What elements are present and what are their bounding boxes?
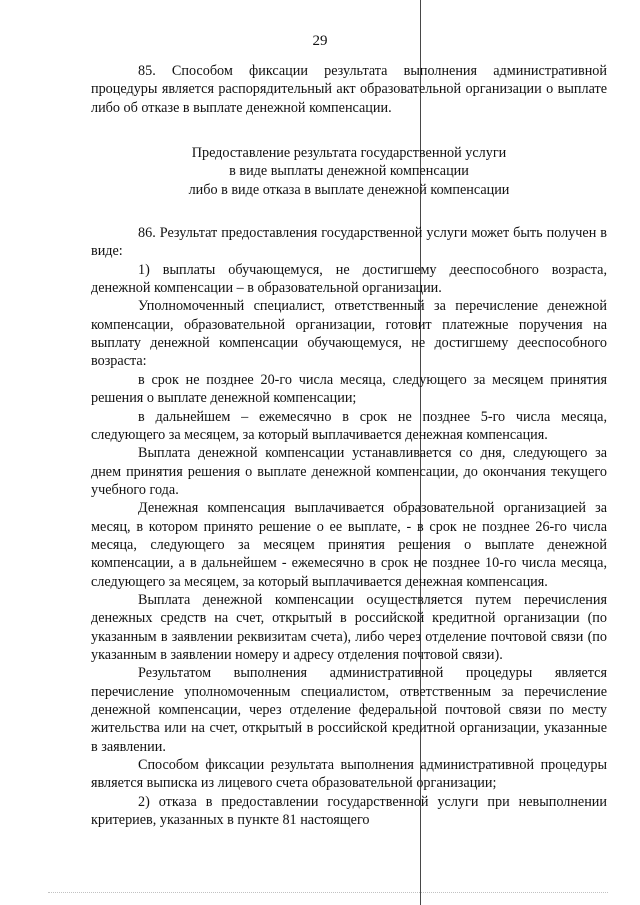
paragraph-payment-method: Выплата денежной компенсации осуществляется путем перечисления денежных средств на счет, открытый в российской кредитной организации (по указанным в заявлении реквизитам счета), либо через отделение почтовой связи (по указанным в заявлении номеру и адресу отделения почтовой связи). bbox=[91, 591, 607, 663]
section-heading bbox=[91, 144, 607, 199]
paragraph-deadline-20th: в срок не позднее 20-го числа месяца, следующего за месяцем принятия решения о выплате денежной компенсации; bbox=[91, 371, 607, 407]
paragraph-86: 86. Результат предоставления государственной услуги может быть получен в виде: bbox=[91, 225, 607, 260]
paragraph-specialist-prepares: Уполномоченный специалист, ответственный за перечисление денежной компенсации, образовательной организации, готовит платежные поручения на выплату денежной компенсации обучающемуся, не достигшему дееспособного возраста: bbox=[91, 298, 607, 370]
scan-artifacts bbox=[48, 892, 608, 895]
paragraph-fixation-method: Способом фиксации результата выполнения административной процедуры является выписка из лицевого счета образовательной организации; bbox=[91, 757, 607, 792]
paragraph-86-item-1: 1) выплаты обучающемуся, не достигшему дееспособного возраста, денежной компенсации – в образовательной организации. bbox=[91, 261, 607, 297]
heading-line-3: либо в виде отказа в выплате денежной компенсации bbox=[188, 181, 510, 198]
document-body bbox=[91, 62, 607, 829]
heading-line-1: Предоставление результата государственной услуги bbox=[191, 145, 507, 162]
paragraph-payment-established: Выплата денежной компенсации устанавливается со дня, следующего за днем принятия решения о выплате денежной компенсации, до окончания текущего учебного года. bbox=[91, 445, 607, 498]
heading-line-2: в виде выплаты денежной компенсации bbox=[229, 163, 469, 180]
paragraph-result: Результатом выполнения административной процедуры является перечисление уполномоченным специалистом, ответственным за перечисление денежной компенсации, через отделение федеральной почтовой связи по месту жительства или на счет, открытый в российской кредитной организации, указанные в заявлении. bbox=[91, 665, 607, 755]
paragraph-85: 85. Способом фиксации результата выполнения административной процедуры является распорядительный акт образовательной организации о выплате либо об отказе в выплате денежной компенсации. bbox=[91, 63, 607, 116]
paragraph-payment-schedule: Денежная компенсация выплачивается образовательной организацией за месяц, в котором принято решение о ее выплате, - в срок не позднее 26-го числа месяца, следующего за месяцем принятия решения о выплате денежной компенсации, а в дальнейшем - ежемесячно в срок не позднее 10-го числа месяца, следующего за месяцем, за который выплачивается денежная компенсация. bbox=[91, 500, 607, 590]
paragraph-monthly-5th: в дальнейшем – ежемесячно в срок не позднее 5-го числа месяца, следующего за месяцем, за который выплачивается денежная компенсация. bbox=[91, 408, 607, 443]
page-number: 29 bbox=[312, 33, 328, 49]
paragraph-86-item-2: 2) отказа в предоставлении государственной услуги при невыполнении критериев, указанных в пункте 81 настоящего bbox=[91, 793, 607, 829]
